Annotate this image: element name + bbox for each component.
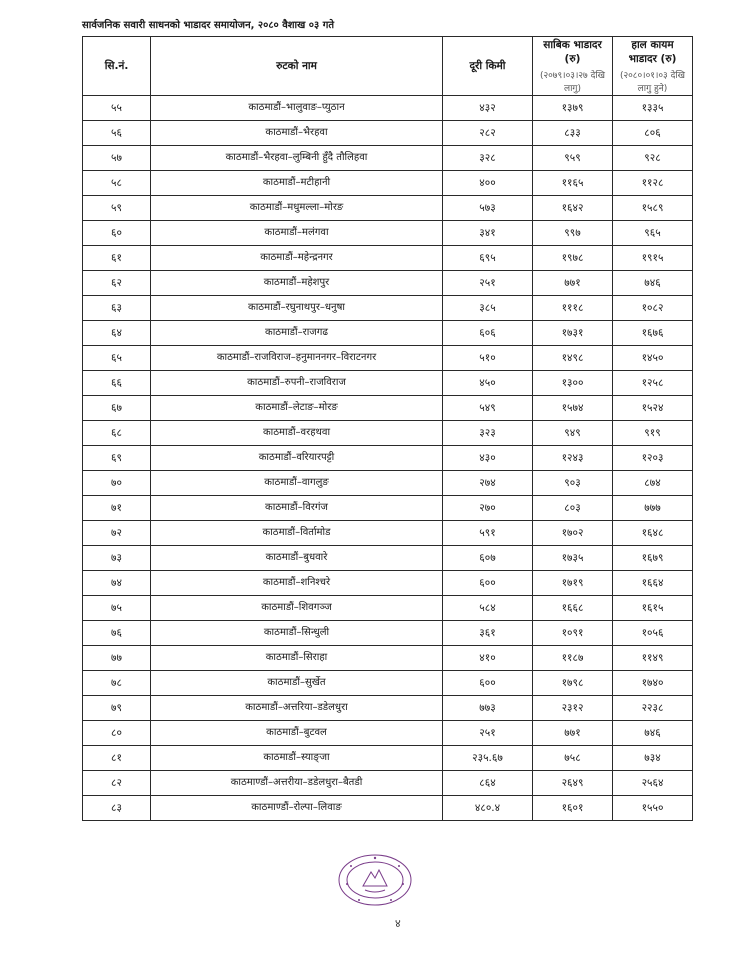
cell-sn: ८३ [83, 796, 151, 821]
cell-distance: ६०६ [443, 321, 533, 346]
cell-distance: २५१ [443, 271, 533, 296]
cell-route: काठमाडौं–बुधवारे [151, 546, 443, 571]
table-row [83, 746, 693, 771]
table-row [83, 571, 693, 596]
cell-old-rate: ९९७ [533, 221, 613, 246]
cell-sn: ६९ [83, 446, 151, 471]
cell-new-rate: ७४६ [613, 721, 693, 746]
cell-old-rate: १३७९ [533, 96, 613, 121]
cell-old-rate: ७७१ [533, 721, 613, 746]
cell-route: काठमाडौं–रघुनाथपुर–धनुषा [151, 296, 443, 321]
cell-new-rate: १९१५ [613, 246, 693, 271]
cell-old-rate: ८०३ [533, 496, 613, 521]
cell-new-rate: १३३५ [613, 96, 693, 121]
cell-distance: २८२ [443, 121, 533, 146]
page-number: ४ [395, 917, 401, 930]
cell-old-rate: १६४२ [533, 196, 613, 221]
cell-sn: ५५ [83, 96, 151, 121]
cell-distance: ४३२ [443, 96, 533, 121]
cell-new-rate: १६७९ [613, 546, 693, 571]
cell-new-rate: ९१९ [613, 421, 693, 446]
cell-sn: ७९ [83, 696, 151, 721]
cell-distance: ५८४ [443, 596, 533, 621]
cell-sn: ६४ [83, 321, 151, 346]
header-route: रुटको नाम [151, 37, 443, 96]
table-row [83, 671, 693, 696]
table-row [83, 96, 693, 121]
header-new-rate-label: हाल कायम भाडादर (रु) [628, 39, 677, 65]
cell-route: काठमाडौं–शिवगञ्ज [151, 596, 443, 621]
cell-old-rate: ८३३ [533, 121, 613, 146]
table-row [83, 196, 693, 221]
cell-new-rate: १०८२ [613, 296, 693, 321]
cell-distance: ६०७ [443, 546, 533, 571]
cell-route: काठमाडौं–मटीहानी [151, 171, 443, 196]
cell-sn: ५६ [83, 121, 151, 146]
table-row [83, 421, 693, 446]
cell-route: काठमाडौं–सिराहा [151, 646, 443, 671]
cell-route: काठमाडौं–अत्तरिया–डडेलधुरा [151, 696, 443, 721]
cell-distance: ५७३ [443, 196, 533, 221]
cell-sn: ५९ [83, 196, 151, 221]
cell-route: काठमाडौं–सुर्खेत [151, 671, 443, 696]
document-header: सार्वजनिक सवारी साधनको भाडादर समायोजन, २०८० वैशाख ०३ गते [82, 16, 692, 37]
cell-route: काठमाडौं–वरहथवा [151, 421, 443, 446]
cell-sn: ६३ [83, 296, 151, 321]
cell-route: काठमाडौं–राजविराज–हनुमाननगर–विराटनगर [151, 346, 443, 371]
cell-sn: ६७ [83, 396, 151, 421]
cell-route: काठमाडौं–रुपनी–राजविराज [151, 371, 443, 396]
cell-new-rate: १२५८ [613, 371, 693, 396]
cell-distance: ४०० [443, 171, 533, 196]
cell-distance: २७४ [443, 471, 533, 496]
cell-old-rate: १९७८ [533, 246, 613, 271]
cell-distance: ४१० [443, 646, 533, 671]
cell-new-rate: १६७६ [613, 321, 693, 346]
table-row [83, 321, 693, 346]
cell-new-rate: १४५० [613, 346, 693, 371]
table-row [83, 171, 693, 196]
cell-sn: ६५ [83, 346, 151, 371]
table-row [83, 371, 693, 396]
cell-sn: ७५ [83, 596, 151, 621]
cell-distance: ४८०.४ [443, 796, 533, 821]
cell-old-rate: १५७४ [533, 396, 613, 421]
cell-distance: २७० [443, 496, 533, 521]
cell-old-rate: १७०२ [533, 521, 613, 546]
cell-route: काठमाडौं–मलंगवा [151, 221, 443, 246]
cell-new-rate: १६१५ [613, 596, 693, 621]
cell-new-rate: ८७४ [613, 471, 693, 496]
header-old-rate-label: साबिक भाडादर (रु) [543, 39, 602, 65]
header-old-rate [533, 37, 613, 96]
table-row [83, 496, 693, 521]
cell-route: काठमाडौं–भालुवाङ–प्युठान [151, 96, 443, 121]
cell-distance: ५१० [443, 346, 533, 371]
cell-distance: ३२३ [443, 421, 533, 446]
cell-new-rate: १५८९ [613, 196, 693, 221]
cell-new-rate: २२३८ [613, 696, 693, 721]
cell-old-rate: १२४३ [533, 446, 613, 471]
cell-distance: ३६१ [443, 621, 533, 646]
cell-old-rate: ९०३ [533, 471, 613, 496]
table-row [83, 596, 693, 621]
cell-old-rate: ७७१ [533, 271, 613, 296]
table-row [83, 146, 693, 171]
table-row [83, 646, 693, 671]
table-row [83, 546, 693, 571]
cell-sn: ७३ [83, 546, 151, 571]
header-new-rate-note: (२०८०।०१।०३ देखि लागु हुने) [619, 71, 686, 94]
cell-old-rate: ७५८ [533, 746, 613, 771]
cell-sn: ७६ [83, 621, 151, 646]
cell-old-rate: १७९८ [533, 671, 613, 696]
cell-distance: ४५० [443, 371, 533, 396]
table-row [83, 621, 693, 646]
cell-distance: ५४९ [443, 396, 533, 421]
cell-new-rate: ९६५ [613, 221, 693, 246]
cell-old-rate: ११६५ [533, 171, 613, 196]
cell-old-rate: १७१९ [533, 571, 613, 596]
table-row [83, 121, 693, 146]
table-row [83, 346, 693, 371]
cell-distance: ४३० [443, 446, 533, 471]
header-old-rate-note: (२०७९।०३।२७ देखि लागु) [539, 71, 606, 94]
cell-sn: ६२ [83, 271, 151, 296]
cell-sn: ६८ [83, 421, 151, 446]
table-header-row [83, 37, 693, 96]
cell-sn: ८० [83, 721, 151, 746]
cell-old-rate: २६४९ [533, 771, 613, 796]
cell-new-rate: १७४० [613, 671, 693, 696]
cell-sn: ७० [83, 471, 151, 496]
cell-distance: ३४१ [443, 221, 533, 246]
cell-sn: ८१ [83, 746, 151, 771]
table-row [83, 721, 693, 746]
cell-route: काठमाडौं–लेटाङ–मोरङ [151, 396, 443, 421]
table-row [83, 246, 693, 271]
cell-route: काठमाडौं–मधुमल्ला–मोरङ [151, 196, 443, 221]
cell-sn: ८२ [83, 771, 151, 796]
cell-old-rate: ९४९ [533, 421, 613, 446]
cell-sn: ६१ [83, 246, 151, 271]
cell-new-rate: ११४९ [613, 646, 693, 671]
cell-new-rate: ११२८ [613, 171, 693, 196]
cell-distance: ६०० [443, 671, 533, 696]
cell-new-rate: १५५० [613, 796, 693, 821]
header-sn: सि.नं. [83, 37, 151, 96]
cell-route: काठमाडौं–विर्तामोड [151, 521, 443, 546]
cell-route: काठमाण्डौं–अत्तरीया–डडेलधुरा–बैतडी [151, 771, 443, 796]
cell-old-rate: ९५९ [533, 146, 613, 171]
cell-old-rate: १७३१ [533, 321, 613, 346]
cell-new-rate: १६६४ [613, 571, 693, 596]
office-seal-stamp [335, 852, 415, 908]
cell-old-rate: १११८ [533, 296, 613, 321]
cell-sn: ७१ [83, 496, 151, 521]
cell-new-rate: २५६४ [613, 771, 693, 796]
fare-table [82, 36, 693, 821]
cell-new-rate: ८०६ [613, 121, 693, 146]
cell-sn: ५८ [83, 171, 151, 196]
table-row [83, 696, 693, 721]
cell-route: काठमाडौं–महेशपुर [151, 271, 443, 296]
cell-route: काठमाडौं–वागलुङ [151, 471, 443, 496]
cell-new-rate: ७३४ [613, 746, 693, 771]
cell-distance: ६९५ [443, 246, 533, 271]
cell-sn: ७४ [83, 571, 151, 596]
cell-route: काठमाडौं–राजगढ [151, 321, 443, 346]
table-row [83, 271, 693, 296]
cell-route: काठमाडौं–सिन्धुली [151, 621, 443, 646]
cell-sn: ६० [83, 221, 151, 246]
cell-old-rate: २३१२ [533, 696, 613, 721]
header-new-rate [613, 37, 693, 96]
cell-old-rate: १६०१ [533, 796, 613, 821]
cell-sn: ७७ [83, 646, 151, 671]
cell-sn: ६६ [83, 371, 151, 396]
cell-route: काठमाडौं–महेन्द्रनगर [151, 246, 443, 271]
cell-route: काठमाडौं–भैरहवा–लुम्बिनी हुँदै तौलिहवा [151, 146, 443, 171]
cell-old-rate: १६६८ [533, 596, 613, 621]
cell-new-rate: ७७७ [613, 496, 693, 521]
table-row [83, 521, 693, 546]
cell-old-rate: १३०० [533, 371, 613, 396]
cell-route: काठमाडौं–शनिश्चरे [151, 571, 443, 596]
cell-distance: ६०० [443, 571, 533, 596]
cell-distance: ३८५ [443, 296, 533, 321]
cell-distance: २३५.६७ [443, 746, 533, 771]
header-distance: दूरी किमी [443, 37, 533, 96]
table-row [83, 296, 693, 321]
cell-distance: ८६४ [443, 771, 533, 796]
cell-distance: २५१ [443, 721, 533, 746]
cell-distance: ७७३ [443, 696, 533, 721]
cell-distance: ३२८ [443, 146, 533, 171]
table-row [83, 796, 693, 821]
cell-new-rate: १६४८ [613, 521, 693, 546]
cell-new-rate: ९२८ [613, 146, 693, 171]
table-row [83, 446, 693, 471]
cell-new-rate: ७४६ [613, 271, 693, 296]
cell-old-rate: १०९१ [533, 621, 613, 646]
cell-old-rate: १४९८ [533, 346, 613, 371]
table-row [83, 221, 693, 246]
cell-route: काठमाडौं–वरियारपट्टी [151, 446, 443, 471]
cell-sn: ५७ [83, 146, 151, 171]
cell-route: काठमाडौं–स्याङ्जा [151, 746, 443, 771]
cell-route: काठमाडौं–विरगंज [151, 496, 443, 521]
table-row [83, 396, 693, 421]
cell-route: काठमाण्डौं–रोल्पा–लिवाङ [151, 796, 443, 821]
cell-new-rate: १०५६ [613, 621, 693, 646]
cell-route: काठमाडौं–बुटवल [151, 721, 443, 746]
table-row [83, 771, 693, 796]
table-row [83, 471, 693, 496]
cell-old-rate: ११८७ [533, 646, 613, 671]
cell-new-rate: १२०३ [613, 446, 693, 471]
cell-route: काठमाडौं–भैरहवा [151, 121, 443, 146]
cell-distance: ५९१ [443, 521, 533, 546]
cell-sn: ७२ [83, 521, 151, 546]
cell-old-rate: १७३५ [533, 546, 613, 571]
cell-sn: ७८ [83, 671, 151, 696]
cell-new-rate: १५२४ [613, 396, 693, 421]
